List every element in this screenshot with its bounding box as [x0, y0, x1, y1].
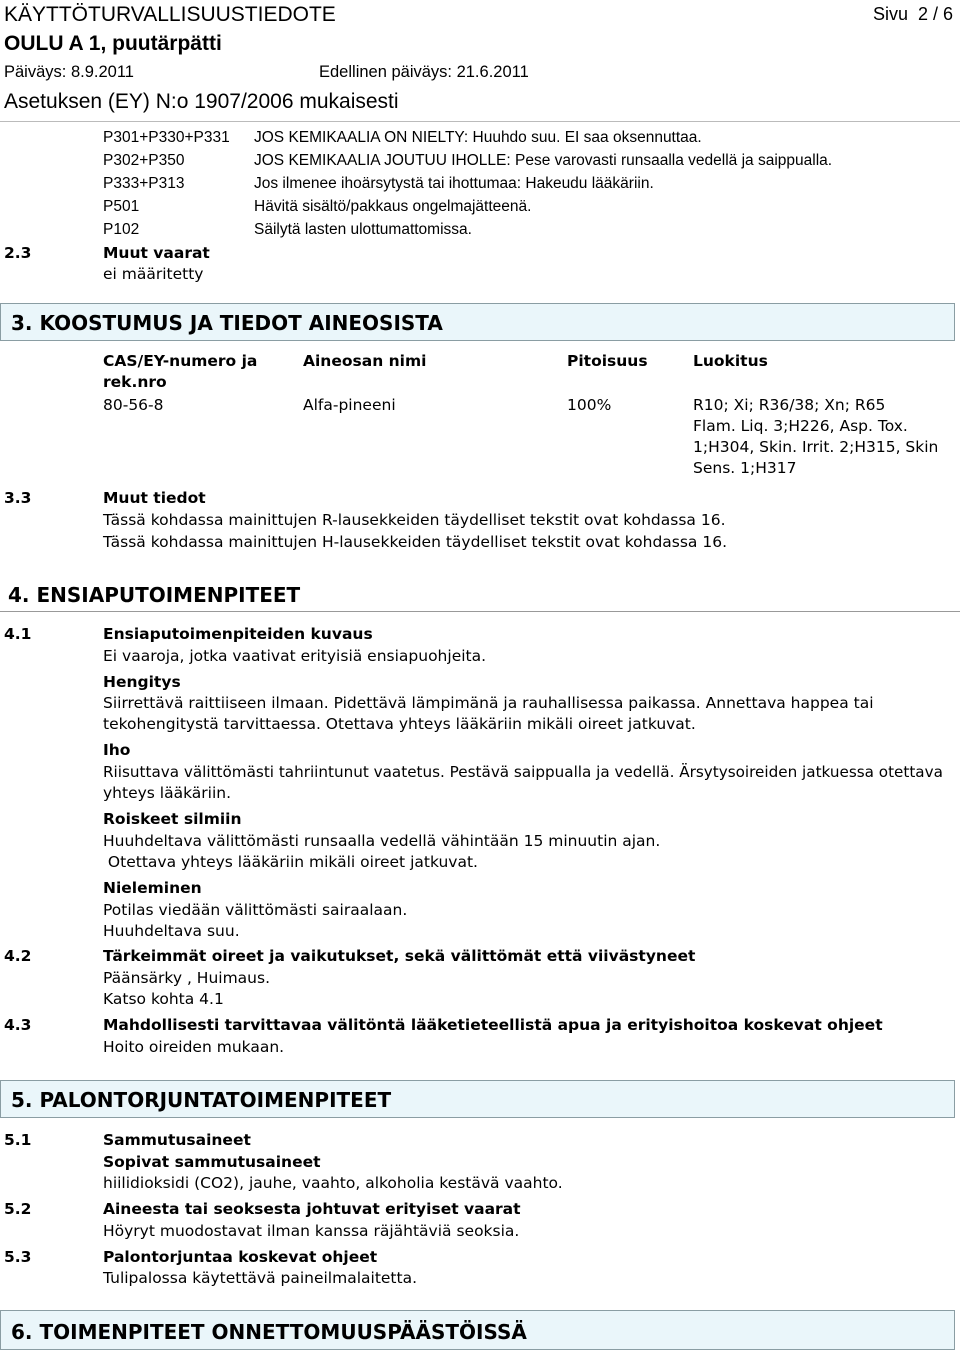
revision-date: Päiväys: 8.9.2011	[4, 63, 134, 81]
body-text: Tulipalossa käytettävä paineilmalaitetta.	[103, 1269, 418, 1287]
body-text: Höyryt muodostavat ilman kanssa räjähtäviä seoksia.	[103, 1222, 520, 1240]
body-text: Ei vaaroja, jotka vaativat erityisiä ensiapuohjeita.	[103, 647, 487, 665]
section-number: 2.3	[4, 244, 32, 262]
body-text: Katso kohta 4.1	[103, 990, 224, 1008]
cell-classification: Flam. Liq. 3;H226, Asp. Tox.	[693, 417, 908, 435]
precaution-code: P501	[103, 198, 140, 215]
body-text: Riisuttava välittömästi tahriintunut vaatetus. Pestävä saippualla ja vedellä. Ärsytysoireiden jatkuessa otettava	[103, 763, 943, 781]
section-banner-6	[0, 1310, 955, 1350]
section-number: 4.1	[4, 625, 32, 643]
section-number: 3.3	[4, 489, 32, 507]
body-text: yhteys lääkäriin.	[103, 784, 232, 802]
cell-concentration: 100%	[567, 396, 612, 414]
section-number: 4.3	[4, 1016, 32, 1034]
section-number: 4.2	[4, 947, 32, 965]
document-title: KÄYTTÖTURVALLISUUSTIEDOTE	[4, 3, 336, 26]
cell-classification: Sens. 1;H317	[693, 459, 797, 477]
precaution-code: P102	[103, 221, 140, 238]
precaution-code: P333+P313	[103, 175, 185, 192]
regulation-line: Asetuksen (EY) N:o 1907/2006 mukaisesti	[4, 90, 399, 113]
precaution-text: JOS KEMIKAALIA JOUTUU IHOLLE: Pese varovasti runsaalla vedellä ja saippualla.	[254, 152, 833, 169]
section-title: 5. PALONTORJUNTATOIMENPITEET	[11, 1088, 392, 1112]
previous-date: Edellinen päiväys: 21.6.2011	[319, 63, 529, 81]
section-title: 3. KOOSTUMUS JA TIEDOT AINEOSISTA	[11, 311, 443, 335]
column-header-cas: rek.nro	[103, 373, 167, 391]
column-header-name: Aineosan nimi	[303, 352, 427, 370]
section-divider	[0, 611, 960, 612]
subheading-suitable-media: Sopivat sammutusaineet	[103, 1153, 321, 1171]
subsection-title: Palontorjuntaa koskevat ohjeet	[103, 1248, 378, 1266]
subsection-title: Ensiaputoimenpiteiden kuvaus	[103, 625, 373, 643]
subsection-title: Aineesta tai seoksesta johtuvat erityiset vaarat	[103, 1200, 521, 1218]
column-header-cas: CAS/EY-numero ja	[103, 352, 258, 370]
body-text: ei määritetty	[103, 265, 204, 283]
section-banner-3	[0, 303, 955, 341]
precaution-text: Säilytä lasten ulottumattomissa.	[254, 221, 472, 238]
subsection-title: Muut vaarat	[103, 244, 210, 262]
subheading-eyes: Roiskeet silmiin	[103, 810, 242, 828]
body-text: Tässä kohdassa mainittujen R-lausekkeiden täydelliset tekstit ovat kohdassa 16.	[103, 511, 726, 529]
body-text: Siirrettävä raittiiseen ilmaan. Pidettävä lämpimänä ja rauhallisessa paikassa. Annettava happea tai	[103, 694, 874, 712]
cell-classification: R10; Xi; R36/38; Xn; R65	[693, 396, 886, 414]
section-title-4: 4. ENSIAPUTOIMENPITEET	[8, 583, 301, 607]
precaution-text: Jos ilmenee ihoärsytystä tai ihottumaa: Hakeudu lääkäriin.	[254, 175, 654, 192]
precaution-code: P301+P330+P331	[103, 129, 230, 146]
cell-cas: 80-56-8	[103, 396, 164, 414]
body-text: tekohengitystä tarvittaessa. Otettava yhteys lääkäriin mikäli oireet jatkuvat.	[103, 715, 696, 733]
section-number: 5.2	[4, 1200, 32, 1218]
subsection-title: Tärkeimmät oireet ja vaikutukset, sekä välittömät että viivästyneet	[103, 947, 696, 965]
section-number: 5.3	[4, 1248, 32, 1266]
cell-classification: 1;H304, Skin. Irrit. 2;H315, Skin	[693, 438, 939, 456]
column-header-concentration: Pitoisuus	[567, 352, 648, 370]
body-text: Tässä kohdassa mainittujen H-lausekkeiden täydelliset tekstit ovat kohdassa 16.	[103, 533, 728, 551]
body-text: Potilas viedään välittömästi sairaalaan.	[103, 901, 408, 919]
header-divider	[0, 121, 960, 122]
body-text: Huuhdeltava välittömästi runsaalla vedellä vähintään 15 minuutin ajan.	[103, 832, 661, 850]
page-label: Sivu	[873, 4, 909, 24]
body-text: Huuhdeltava suu.	[103, 922, 240, 940]
page-indicator	[873, 4, 953, 25]
precaution-code: P302+P350	[103, 152, 185, 169]
product-name: OULU A 1, puutärpätti	[4, 32, 222, 55]
subheading-hengitys: Hengitys	[103, 673, 181, 691]
body-text: Päänsärky , Huimaus.	[103, 969, 271, 987]
section-number: 5.1	[4, 1131, 32, 1149]
precaution-text: Hävitä sisältö/pakkaus ongelmajätteenä.	[254, 198, 532, 215]
subsection-title: Sammutusaineet	[103, 1131, 251, 1149]
subheading-ingestion: Nieleminen	[103, 879, 202, 897]
precaution-text: JOS KEMIKAALIA ON NIELTY: Huuhdo suu. EI saa oksennuttaa.	[254, 129, 702, 146]
subsection-title: Mahdollisesti tarvittavaa välitöntä lääketieteellistä apua ja erityishoitoa koskevat ohjeet	[103, 1016, 883, 1034]
subheading-iho: Iho	[103, 741, 131, 759]
body-text: Otettava yhteys lääkäriin mikäli oireet jatkuvat.	[103, 853, 478, 871]
section-banner-5	[0, 1080, 955, 1118]
body-text: hiilidioksidi (CO2), jauhe, vaahto, alkoholia kestävä vaahto.	[103, 1174, 563, 1192]
page-number: 2 / 6	[918, 4, 954, 24]
cell-name: Alfa-pineeni	[303, 396, 396, 414]
subsection-title: Muut tiedot	[103, 489, 206, 507]
section-title: 6. TOIMENPITEET ONNETTOMUUSPÄÄSTÖISSÄ	[11, 1320, 527, 1344]
body-text: Hoito oireiden mukaan.	[103, 1038, 285, 1056]
column-header-classification: Luokitus	[693, 352, 768, 370]
